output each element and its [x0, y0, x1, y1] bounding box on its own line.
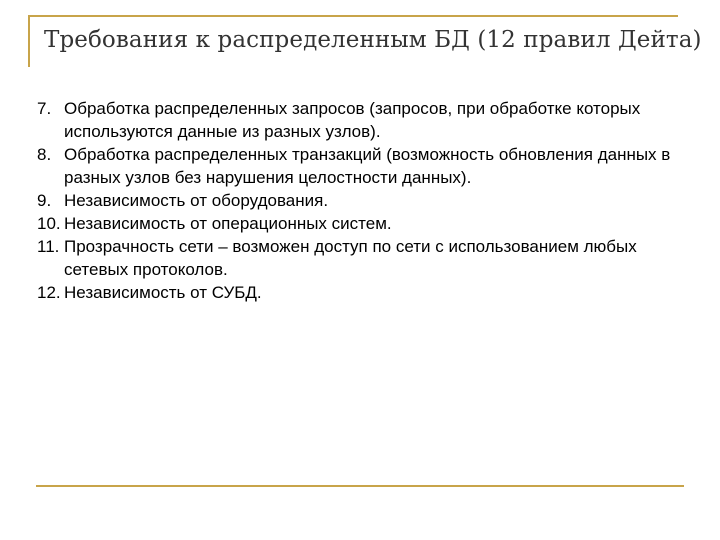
rule-item-9 — [37, 189, 687, 212]
rule-item-11 — [37, 235, 687, 281]
rule-text: Обработка распределенных транзакций (возможность обновления данных в разных узлов без нарушения целостности данных). — [64, 145, 671, 187]
rules-list — [37, 97, 687, 304]
rule-item-10 — [37, 212, 687, 235]
bottom-divider — [36, 485, 684, 487]
rule-number: 9. — [37, 191, 52, 210]
rule-number: 12. — [37, 283, 61, 302]
rule-number: 8. — [37, 145, 52, 164]
rule-number: 10. — [37, 214, 61, 233]
rule-text: Независимость от СУБД. — [64, 283, 262, 302]
slide-title: Требования к распределенным БД (12 правил Дейта) — [44, 27, 702, 53]
rule-item-12 — [37, 281, 687, 304]
rule-item-7 — [37, 97, 687, 143]
rule-text: Обработка распределенных запросов (запросов, при обработке которых используются данные из разных узлов). — [64, 99, 641, 141]
rule-number: 7. — [37, 99, 52, 118]
rule-item-8 — [37, 143, 687, 189]
rule-number: 11. — [37, 237, 60, 256]
rule-text: Независимость от оборудования. — [64, 191, 329, 210]
rule-text: Прозрачность сети – возможен доступ по сети с использованием любых сетевых протоколов. — [64, 237, 637, 279]
rule-text: Независимость от операционных систем. — [64, 214, 392, 233]
